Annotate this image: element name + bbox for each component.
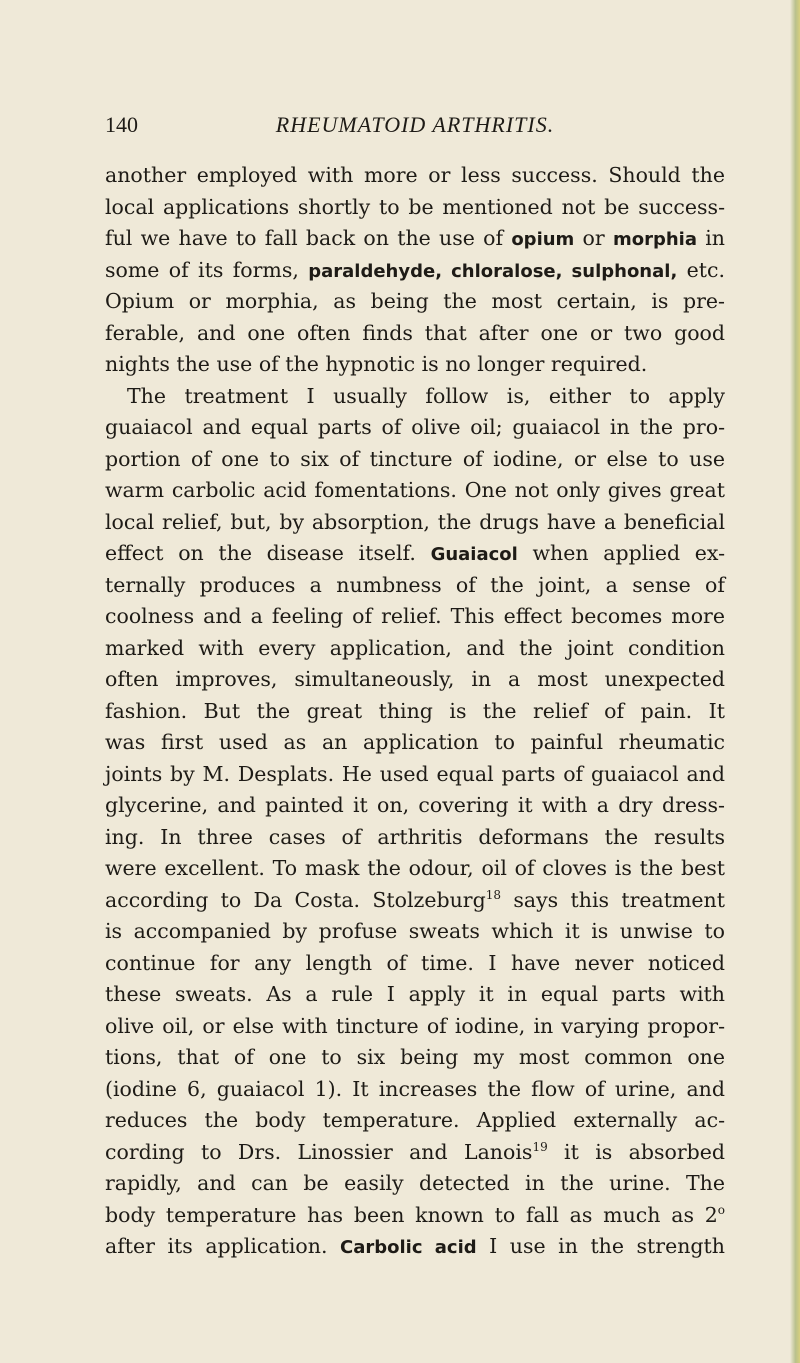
- bold-term: Carbolic acid: [340, 1237, 477, 1258]
- text-run: rapidly, and can be easily detected in the urine. The: [105, 1171, 725, 1195]
- text-run: ternally produces a numbness of the joint, a sense of: [105, 572, 725, 597]
- page-header: [105, 112, 725, 142]
- superscript: o: [717, 1202, 725, 1217]
- text-line: [105, 507, 725, 539]
- text-line: [105, 538, 725, 570]
- text-run: after its application.: [105, 1234, 340, 1258]
- text-run: coolness and a feeling of relief. This effect becomes more: [105, 604, 725, 628]
- text-run: is accompanied by profuse sweats which it is unwise to: [105, 919, 725, 943]
- text-line: [105, 1074, 725, 1106]
- text-line: [105, 160, 725, 192]
- bold-term: paraldehyde, chloralose, sulphonal,: [308, 260, 678, 282]
- text-run: says this treatment: [501, 887, 725, 912]
- text-line: [105, 381, 725, 413]
- text-run: olive oil, or else with tincture of iodine, in varying propor-: [105, 1013, 725, 1038]
- text-run: cording to Drs. Linossier and Lanois: [105, 1139, 533, 1164]
- page-edge: [790, 0, 800, 1363]
- text-line: [105, 1168, 725, 1200]
- text-run: guaiacol and equal parts of olive oil; guaiacol in the pro-: [105, 415, 725, 439]
- text-run: etc.: [677, 257, 725, 282]
- text-line: [105, 1200, 725, 1232]
- text-run: ful we have to fall back on the use of: [105, 226, 512, 250]
- text-line: [105, 633, 725, 665]
- page-number: 140: [105, 112, 138, 137]
- text-run: body temperature has been known to fall as much as 2: [105, 1202, 718, 1227]
- text-run: when applied ex-: [517, 541, 725, 565]
- text-line: [105, 790, 725, 822]
- bold-term: opium: [511, 229, 575, 250]
- text-line: [105, 475, 725, 507]
- text-line: [105, 1042, 725, 1074]
- text-run: another employed with more or less success. Should the: [105, 163, 725, 187]
- text-line: [105, 948, 725, 980]
- text-run: was first used as an application to painful rheumatic: [105, 730, 725, 754]
- text-run: these sweats. As a rule I apply it in equal parts with: [105, 982, 725, 1006]
- text-line: [105, 979, 725, 1011]
- text-run: I use in the strength: [476, 1234, 725, 1258]
- text-line: [105, 759, 725, 791]
- superscript: 18: [485, 887, 502, 902]
- text-run: The treatment I usually follow is, either to apply: [127, 383, 725, 408]
- text-run: marked with every application, and the joint condition: [105, 635, 725, 660]
- text-line: [105, 853, 725, 885]
- text-run: local applications shortly to be mentioned not be success-: [105, 194, 725, 219]
- text-run: some of its forms,: [105, 257, 309, 282]
- text-run: it is absorbed: [547, 1139, 725, 1164]
- text-line: [105, 570, 725, 602]
- bold-term: morphia: [612, 229, 697, 250]
- text-run: glycerine, and painted it on, covering it with a dry dress-: [105, 793, 725, 817]
- text-run: portion of one to six of tincture of iodine, or else to use: [105, 446, 725, 471]
- text-run: fashion. But the great thing is the relief of pain. It: [105, 698, 725, 723]
- text-line: [105, 1011, 725, 1043]
- text-line: [105, 223, 725, 255]
- text-run: ferable, and one often finds that after one or two good: [105, 320, 725, 345]
- text-line: [105, 822, 725, 854]
- text-line: [105, 1105, 725, 1137]
- text-run: reduces the body temperature. Applied externally ac-: [105, 1108, 725, 1132]
- text-run: warm carbolic acid fomentations. One not only gives great: [105, 478, 725, 502]
- text-run: continue for any length of time. I have never noticed: [105, 950, 725, 975]
- text-run: ing. In three cases of arthritis deformans the results: [105, 824, 725, 849]
- text-run: Opium or morphia, as being the most certain, is pre-: [105, 289, 725, 313]
- text-run: were excellent. To mask the odour, oil of cloves is the best: [105, 856, 725, 880]
- text-line: [105, 664, 725, 696]
- text-line: [105, 349, 725, 381]
- text-line: [105, 286, 725, 318]
- text-run: in: [696, 226, 725, 250]
- text-run: (iodine 6, guaiacol 1). It increases the flow of urine, and: [105, 1076, 725, 1101]
- running-title: RHEUMATOID ARTHRITIS.: [275, 112, 555, 137]
- text-line: [105, 727, 725, 759]
- text-run: joints by M. Desplats. He used equal parts of guaiacol and: [105, 761, 725, 786]
- text-run: or: [574, 226, 613, 250]
- text-line: [105, 696, 725, 728]
- body-text: [105, 160, 725, 1263]
- text-line: [105, 255, 725, 287]
- text-line: [105, 192, 725, 224]
- text-run: tions, that of one to six being my most common one: [105, 1045, 725, 1069]
- text-run: nights the use of the hypnotic is no longer required.: [105, 352, 648, 376]
- text-line: [105, 1137, 725, 1169]
- text-line: [105, 318, 725, 350]
- text-line: [105, 885, 725, 917]
- text-line: [105, 601, 725, 633]
- text-line: [105, 1231, 725, 1263]
- bold-term: Guaiacol: [430, 544, 518, 565]
- text-run: effect on the disease itself.: [105, 541, 431, 565]
- text-run: according to Da Costa. Stolzeburg: [105, 887, 486, 912]
- text-line: [105, 916, 725, 948]
- text-line: [105, 412, 725, 444]
- text-run: often improves, simultaneously, in a most unexpected: [105, 667, 725, 691]
- text-run: local relief, but, by absorption, the drugs have a beneficial: [105, 509, 725, 534]
- text-line: [105, 444, 725, 476]
- superscript: 19: [532, 1139, 548, 1154]
